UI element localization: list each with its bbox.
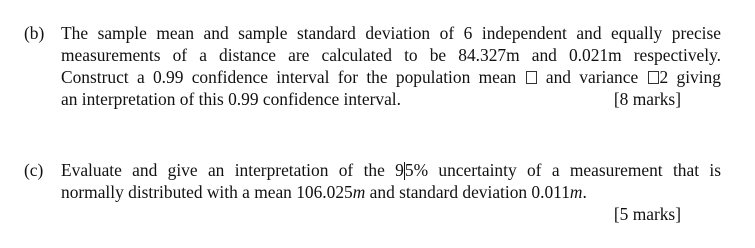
question-b-line-3-end: 2 giving	[659, 67, 721, 87]
question-c-line-2	[61, 181, 721, 203]
question-b-marks: [8 marks]	[613, 89, 681, 109]
unit-m-italic-1: m	[352, 182, 366, 202]
question-b-line-3-start: Construct a 0.99 confidence interval for the population mean	[61, 67, 517, 87]
question-b-line-4-text: an interpretation of this 0.99 confidence interval.	[61, 89, 401, 109]
unit-m-italic-2: m	[569, 182, 583, 202]
question-c-line-1-end: 5% uncertainty of a measurement that is	[404, 160, 721, 180]
missing-symbol-mu-box	[526, 71, 537, 84]
question-c-line-1	[61, 159, 721, 181]
question-c-line-2-period: .	[582, 182, 587, 202]
question-c-text	[61, 159, 721, 225]
question-c-line-2-mean: normally distributed with a mean 106.025	[61, 182, 353, 202]
missing-symbol-sigma-box	[648, 71, 659, 84]
question-b-line-3	[61, 66, 721, 88]
question-c-label: (c)	[24, 160, 44, 180]
question-b-line-1: The sample mean and sample standard deviation of 6 independent and equally precise	[61, 23, 721, 43]
question-c-marks: [5 marks]	[613, 204, 681, 224]
question-b-line-4	[61, 88, 721, 110]
question-b-label: (b)	[24, 23, 45, 43]
question-b-line-2: measurements of a distance are calculated to be 84.327m and 0.021m respectively.	[61, 45, 721, 65]
question-b-text	[61, 22, 721, 110]
question-c-line-1-start: Evaluate and give an interpretation of the 9	[61, 160, 404, 180]
question-b-line-3-middle: and variance	[545, 67, 639, 87]
question-c-line-2-sd: and standard deviation 0.011	[369, 182, 570, 202]
